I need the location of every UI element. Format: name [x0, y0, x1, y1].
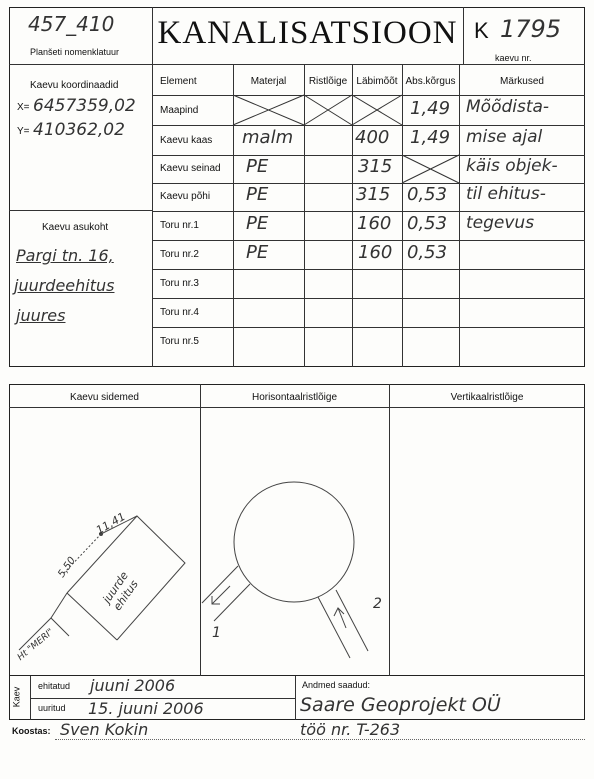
well-prefix: K: [474, 18, 489, 43]
surveyed-label: uuritud: [38, 703, 66, 713]
row-label-lid: Kaevu kaas: [160, 135, 213, 146]
ties-house-label: Ht "MERI": [15, 627, 56, 663]
well-label: kaevu nr.: [495, 53, 532, 63]
built-label: ehitatud: [38, 681, 71, 691]
pipe2-height: 0,53: [407, 242, 448, 263]
row-label-pipe4: Toru nr.4: [160, 307, 199, 318]
pipe2-material: PE: [246, 242, 269, 263]
pipe2-label: 2: [373, 596, 382, 612]
walls-diameter: 315: [358, 156, 393, 177]
bottom-diameter: 315: [356, 184, 391, 205]
row-label-pipe3: Toru nr.3: [160, 278, 199, 289]
row-label-pipe2: Toru nr.2: [160, 249, 199, 260]
manhole-circle: [234, 482, 354, 602]
location-label: Kaevu asukoht: [42, 222, 109, 233]
data-received-label: Andmed saadud:: [302, 680, 371, 690]
location-line1: Pargi tn. 16,: [16, 246, 114, 265]
note-line3: käis objek-: [466, 156, 558, 176]
y-value: 410362,02: [33, 120, 125, 140]
ties-dim1: 11,41: [93, 509, 128, 538]
horizontal-section-sketch: [200, 408, 389, 676]
location-line3: juures: [16, 306, 66, 325]
job-number: töö nr. T-263: [300, 720, 401, 739]
row-label-ground: Maapind: [160, 105, 199, 116]
compiled-value: Sven Kokin: [60, 720, 149, 739]
col-header-notes: Märkused: [500, 76, 544, 87]
coords-label: Kaevu koordinaadid: [30, 80, 119, 91]
lid-material: malm: [242, 127, 294, 148]
pipe2-diameter: 160: [358, 242, 393, 263]
note-line2: mise ajal: [466, 127, 543, 147]
row-label-pipe5: Toru nr.5: [160, 336, 199, 347]
y-prefix: Y=: [17, 126, 30, 137]
nomenclature-label: Planšeti nomenklatuur: [30, 47, 120, 57]
col-header-height: Abs.kõrgus: [405, 76, 456, 87]
ties-label: Kaevu sidemed: [70, 392, 139, 403]
note-line5: tegevus: [466, 213, 535, 233]
surveyed-value: 15. juuni 2006: [88, 699, 204, 718]
compiled-label: Koostas:: [12, 726, 51, 736]
pipe1-label: 1: [212, 625, 221, 641]
pipe1-material: PE: [246, 213, 269, 234]
vertical-section-label: Vertikaalristlõige: [450, 392, 524, 403]
note-line4: til ehitus-: [466, 184, 546, 204]
bottom-material: PE: [246, 184, 269, 205]
row-label-walls: Kaevu seinad: [160, 163, 221, 174]
row-label-bottom: Kaevu põhi: [160, 191, 211, 202]
col-header-element: Element: [160, 76, 197, 87]
horizontal-section-label: Horisontaalristlõige: [251, 392, 338, 403]
walls-material: PE: [246, 156, 269, 177]
nomenclature-value: 457_410: [28, 12, 115, 36]
ties-dim2: 5,50: [56, 555, 79, 580]
note-line1: Mõõdista-: [466, 97, 550, 117]
lid-diameter: 400: [355, 127, 390, 148]
bottom-height: 0,53: [407, 184, 448, 205]
page-title: KANALISATSIOON: [157, 15, 458, 51]
row-label-pipe1: Toru nr.1: [160, 220, 199, 231]
location-line2: juurdeehitus: [14, 276, 115, 295]
col-header-material: Materjal: [250, 76, 287, 87]
ties-building-label: juurde ehitus: [100, 569, 141, 614]
col-header-cross: Ristlõige: [308, 76, 348, 87]
data-received-value: Saare Geoprojekt OÜ: [300, 694, 501, 716]
built-value: juuni 2006: [90, 676, 176, 695]
x-value: 6457359,02: [33, 96, 136, 116]
pipe1-height: 0,53: [407, 213, 448, 234]
pipe1-diameter: 160: [357, 213, 392, 234]
col-header-diameter: Läbimõõt: [356, 76, 398, 87]
well-vertical-label: Kaev: [11, 686, 22, 708]
ground-height: 1,49: [410, 98, 451, 119]
x-prefix: X=: [17, 102, 30, 113]
well-number: 1795: [500, 15, 562, 43]
lid-height: 1,49: [410, 127, 451, 148]
